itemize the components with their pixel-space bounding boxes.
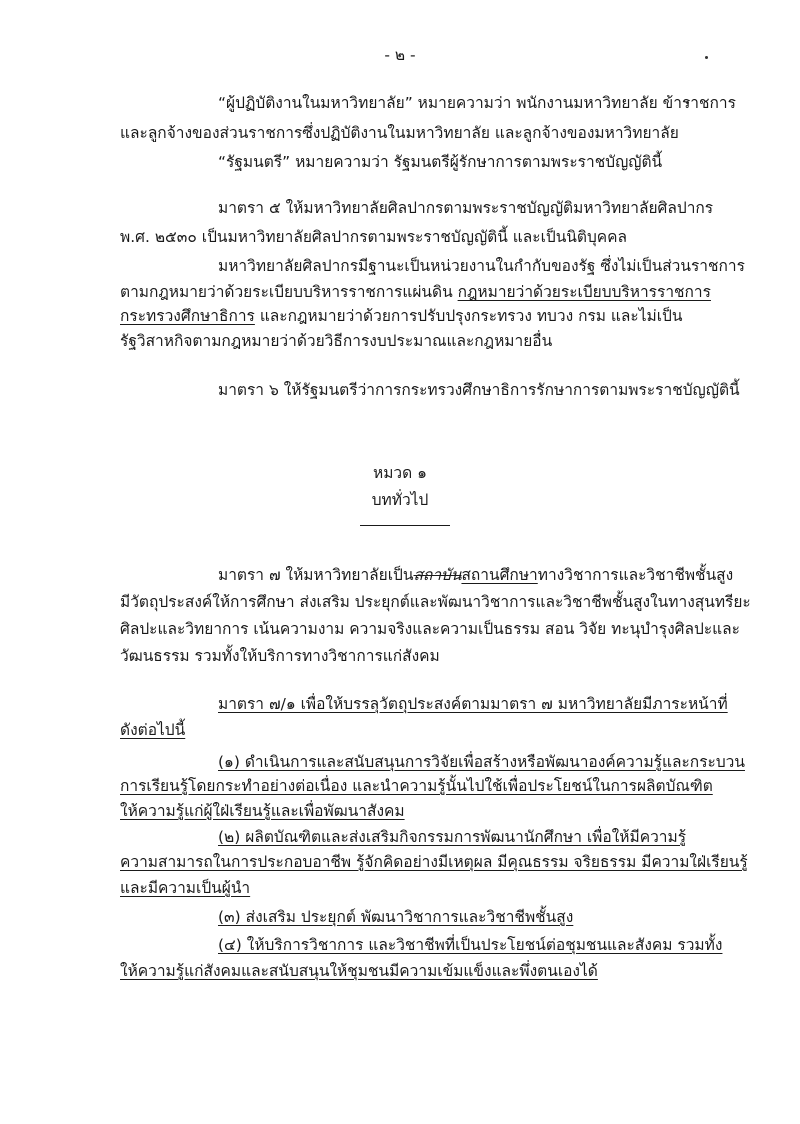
- section5-line4-text: ตามกฎหมายว่าด้วยระเบียบบริหารราชการแผ่นดิน: [120, 283, 453, 301]
- section7-inserted-word: สถานศึกษา: [461, 566, 538, 584]
- duty-3: (๓) ส่งเสริม ประยุกต์ พัฒนาวิชาการและวิชาชีพชั้นสูง: [218, 908, 574, 926]
- scan-speck: [705, 56, 708, 59]
- chapter-number: หมวด ๑: [373, 464, 427, 482]
- section5-line5-amendment: กระทรวงศึกษาธิการ: [120, 307, 255, 325]
- definition-minister: “รัฐมนตรี” หมายความว่า รัฐมนตรีผู้รักษาการตามพระราชบัญญัตินี้: [218, 153, 663, 171]
- duty-4-line2: ให้ความรู้แก่สังคมและสนับสนุนให้ชุมชนมีความเข้มแข็งและพึ่งตนเองได้: [120, 962, 598, 980]
- section5-line4: [120, 281, 711, 303]
- page-number: - ๒ -: [384, 46, 416, 64]
- section7-line1-end: ทางวิชาการและวิชาชีพชั้นสูง: [537, 566, 734, 584]
- definition-staff-line2: และลูกจ้างของส่วนราชการซึ่งปฏิบัติงานในมหาวิทยาลัย และลูกจ้างของมหาวิทยาลัย: [120, 124, 679, 142]
- duty-2-line1: (๒) ผลิตบัณฑิตและส่งเสริมกิจกรรมการพัฒนานักศึกษา เพื่อให้มีความรู้: [218, 828, 687, 846]
- section5-line1: มาตรา ๕ ให้มหาวิทยาลัยศิลปากรตามพระราชบัญญัติมหาวิทยาลัยศิลปากร: [218, 199, 714, 217]
- chapter-divider: [360, 525, 450, 526]
- section5-line2: พ.ศ. ๒๕๓๐ เป็นมหาวิทยาลัยศิลปากรตามพระราชบัญญัตินี้ และเป็นนิติบุคคล: [120, 228, 628, 246]
- section5-line5: [120, 305, 683, 327]
- chapter-title: บททั่วไป: [371, 491, 429, 509]
- section7-1-line1: มาตรา ๗/๑ เพื่อให้บรรลุวัตถุประสงค์ตามมาตรา ๗ มหาวิทยาลัยมีภาระหน้าที่: [218, 695, 728, 713]
- section5-line4-amendment: กฎหมายว่าด้วยระเบียบบริหารราชการ: [457, 283, 711, 301]
- duty-1-line1: (๑) ดำเนินการและสนับสนุนการวิจัยเพื่อสร้างหรือพัฒนาองค์ความรู้และกระบวน: [218, 753, 745, 771]
- section5-line6: รัฐวิสาหกิจตามกฎหมายว่าด้วยวิธีการงบประมาณและกฎหมายอื่น: [120, 332, 553, 350]
- section7-line3: ศิลปะและวิทยาการ เน้นความงาม ความจริงและความเป็นธรรม สอน วิจัย ทะนุบำรุงศิลปะและ: [120, 620, 740, 638]
- duty-4-line1: (๔) ให้บริการวิชาการ และวิชาชีพที่เป็นประโยชน์ต่อชุมชนและสังคม รวมทั้ง: [218, 936, 723, 954]
- duty-2-line3: และมีความเป็นผู้นำ: [120, 879, 251, 897]
- definition-staff-line1: “ผู้ปฏิบัติงานในมหาวิทยาลัย” หมายความว่า พนักงานมหาวิทยาลัย ข้าราชการ: [218, 94, 736, 112]
- duty-1-line2: การเรียนรู้โดยกระทำอย่างต่อเนื่อง และนำความรู้นั้นไปใช้เพื่อประโยชน์ในการผลิตบัณฑิต: [120, 777, 713, 795]
- section7-struck-word: สถาบัน: [413, 566, 462, 584]
- section5-line5-text: และกฎหมายว่าด้วยการปรับปรุงกระทรวง ทบวง กรม และไม่เป็น: [259, 307, 683, 325]
- section5-line3: มหาวิทยาลัยศิลปากรมีฐานะเป็นหน่วยงานในกำกับของรัฐ ซึ่งไม่เป็นส่วนราชการ: [218, 257, 745, 275]
- section7-line4: วัฒนธรรม รวมทั้งให้บริการทางวิชาการแก่สังคม: [120, 647, 440, 665]
- duty-1-line3: ให้ความรู้แก่ผู้ใฝ่เรียนรู้และเพื่อพัฒนาสังคม: [120, 802, 405, 820]
- section6: มาตรา ๖ ให้รัฐมนตรีว่าการกระทรวงศึกษาธิการรักษาการตามพระราชบัญญัตินี้: [218, 381, 740, 399]
- section7-1-line2: ดังต่อไปนี้: [120, 721, 186, 739]
- duty-2-line2: ความสามารถในการประกอบอาชีพ รู้จักคิดอย่างมีเหตุผล มีคุณธรรม จริยธรรม มีความใฝ่เรียนรู้: [120, 853, 748, 871]
- section7-line1: [218, 564, 733, 586]
- section7-line1-start: มาตรา ๗ ให้มหาวิทยาลัยเป็น: [218, 566, 414, 584]
- section7-line2: มีวัตถุประสงค์ให้การศึกษา ส่งเสริม ประยุกต์และพัฒนาวิชาการและวิชาชีพชั้นสูงในทางสุนทรียะ: [120, 593, 751, 611]
